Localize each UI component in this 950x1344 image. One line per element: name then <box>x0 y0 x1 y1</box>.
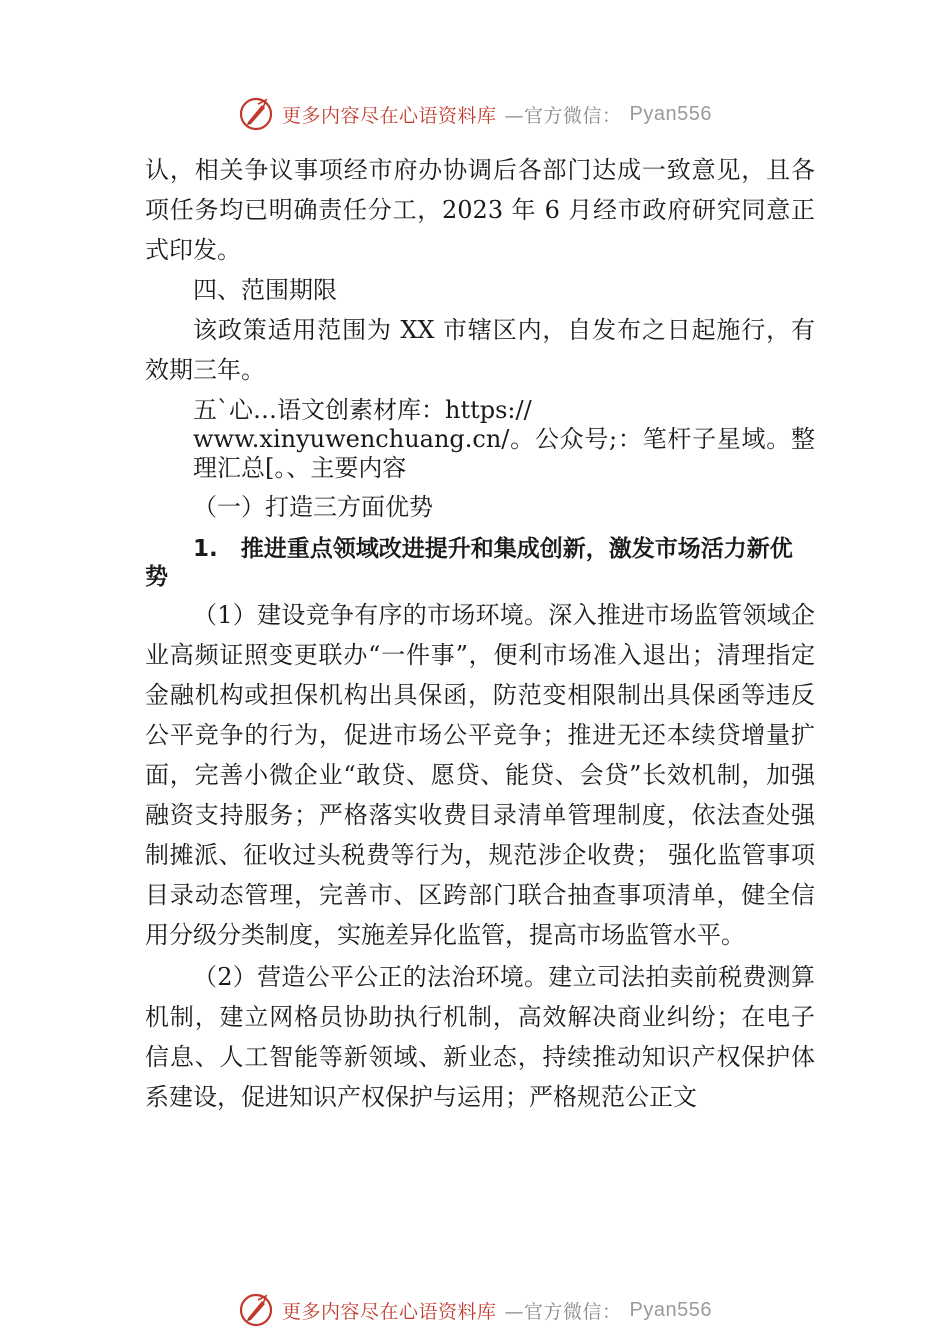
banner-wechat-id: Pyan556 <box>629 1298 712 1321</box>
quill-logo-icon <box>238 1292 274 1328</box>
subsection-heading-advantages: （一）打造三方面优势 <box>193 493 433 521</box>
document-body <box>145 150 815 1117</box>
banner-wechat-label: —官方微信： <box>504 1300 622 1323</box>
paragraph-scope: 该政策适用范围为 XX 市辖区内，自发布之日起施行，有效期三年。 <box>145 316 815 384</box>
section-heading-scope: 四、范围期限 <box>193 276 337 304</box>
quill-logo-icon <box>238 96 274 132</box>
paragraph-garbled-line-1: 五`心…语文创素材库：https:// <box>193 396 532 424</box>
banner-wechat-label: —官方微信： <box>504 104 622 127</box>
banner-library-text: 更多内容尽在心语资料库 <box>282 104 497 127</box>
header-banner <box>0 94 950 134</box>
footer-banner <box>0 1290 950 1330</box>
banner-wechat-id: Pyan556 <box>629 102 712 125</box>
paragraph-legal-environment: （2）营造公平公正的法治环境。建立司法拍卖前税费测算机制，建立网格员协助执行机制，高效解决商业纠纷；在电子信息、人工智能等新领域、新业态，持续推动知识产权保护体系建设，促进知识产权保护与运用；严格规范公正文 <box>145 963 815 1111</box>
banner-library-text: 更多内容尽在心语资料库 <box>282 1300 497 1323</box>
item-heading-1: 1. 推进重点领域改进提升和集成创新，激发市场活力新优势 <box>145 536 793 590</box>
paragraph-approval: 认，相关争议事项经市府办协调后各部门达成一致意见，且各项任务均已明确责任分工，2023 年 6 月经市政府研究同意正式印发。 <box>145 156 815 264</box>
paragraph-market-environment: （1）建设竞争有序的市场环境。深入推进市场监管领域企业高频证照变更联办“一件事”，便利市场准入退出；清理指定金融机构或担保机构出具保函，防范变相限制出具保函等违反公平竞争的行为，促进市场公平竞争；推进无还本续贷增量扩面，完善小微企业“敢贷、愿贷、能贷、会贷”长效机制，加强融资支持服务；严格落实收费目录清单管理制度，依法查处强制摊派、征收过头税费等行为，规范涉企收费； 强化监管事项目录动态管理，完善市、区跨部门联合抽查事项清单，健全信用分级分类制度，实施差异化监管，提高市场监管水平。 <box>145 601 815 949</box>
paragraph-garbled-line-2: www.xinyuwenchuang.cn/。公众号;：笔杆子星域。整理汇总[。、主要内容 <box>193 425 815 482</box>
